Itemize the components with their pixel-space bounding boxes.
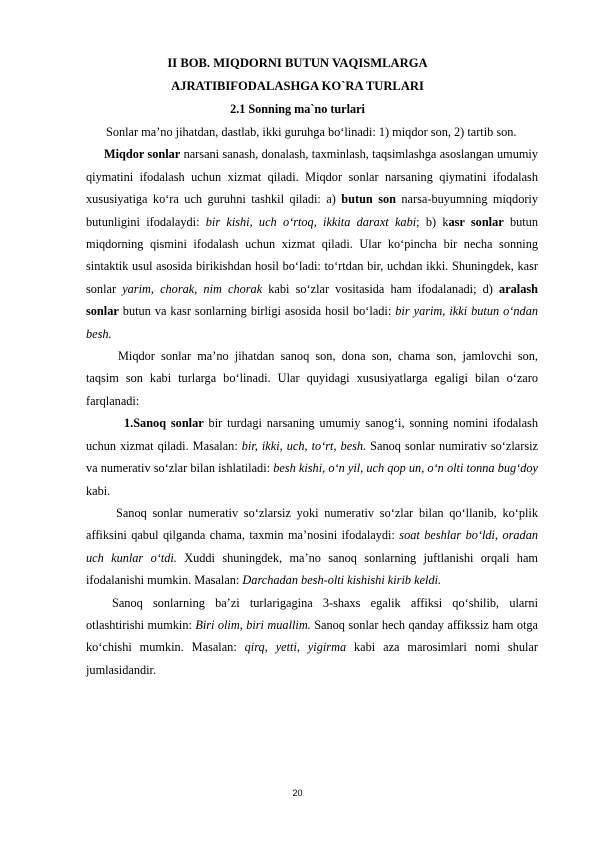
- example-aralash-son: bir yarim, ikki butun o‘ndan besh.: [86, 304, 538, 341]
- body-text: [86, 121, 538, 681]
- example-butun-son: bir kishi, uch o‘rtoq, ikkita daraxt kabi: [205, 214, 417, 229]
- paragraph-5: Sanoq sonlar numerativ so‘zlarsiz yoki numerativ so‘zlar bilan qo‘llanib, ko‘plik affiksini qabul qilganda chama, taxmin ma’nosini ifodalaydi: soat beshlar bo‘ldi, oradan uch kunlar o‘tdi. Xuddi shuningdek, ma’no sanoq sonlarning juftlanishi orqali ham ifodalanishi mumkin. Masalan: Darchadan besh-olti kishishi kirib keldi.: [86, 505, 538, 588]
- term-kasr-sonlar: asr sonlar: [448, 214, 504, 229]
- example-aza-marosimlari: qirq, yetti, yigirma: [244, 640, 347, 655]
- example-chama: soat beshlar bo‘ldi, oradan uch kunlar o‘tdi.: [86, 528, 538, 565]
- example-juftlanish: Darchadan besh-olti kishishi kirib keldi.: [242, 573, 442, 588]
- term-sanoq-sonlar: 1.Sanoq sonlar: [124, 416, 204, 431]
- example-numerativ: besh kishi, o‘n yil, uch qop un, o‘n olti tonna bug‘doy: [273, 461, 538, 476]
- term-miqdor-sonlar: Miqdor sonlar: [104, 147, 181, 162]
- example-sanoq-son: bir, ikki, uch, to‘rt, besh.: [241, 438, 367, 453]
- example-otlashish: Biri olim, biri muallim.: [195, 617, 311, 632]
- section-title: 2.1 Sonning ma`no turlari: [230, 102, 365, 116]
- term-butun-son: butun son: [341, 192, 396, 207]
- page-number: 20: [292, 788, 303, 798]
- paragraph-6: Sanoq sonlarning ba’zi turlarigagina 3-shaxs egalik affiksi qo‘shilib, ularni otlashtirishi mumkin: Biri olim, biri muallim. Sanoq sonlar hech qanday affikssiz ham otga ko‘chishi mumkin. Masalan: qirq, yetti, yigirma kabi aza marosimlari nomi shular jumlasidandir.: [86, 595, 538, 677]
- paragraph-1: Sonlar ma’no jihatdan, dastlab, ikki guruhga bo‘linadi: 1) miqdor son, 2) tartib son.: [106, 125, 517, 139]
- paragraph-3: Miqdor sonlar ma’no jihatdan sanoq son, dona son, chama son, jamlovchi son, taqsim son kabi turlarga bo‘linadi. Ular quyidagi xususiyatlarga egaligi bilan o‘zaro farqlanadi:: [86, 349, 538, 408]
- paragraph-2: Miqdor sonlar narsani sanash, donalash, taxminlash, taqsimlashga asoslangan umumiy qiymatini ifodalash uchun xizmat qiladi. Miqdor sonlar narsaning qiymatini ifodalash xususiyatiga ko‘ra uch guruhni tashkil qiladi: a) butun son narsa-buyumning miqdoriy butunligini ifodalaydi: bir kishi, uch o‘rtoq, ikkita daraxt kabi; b) kasr sonlar butun miqdorning qismini ifodalash uchun xizmat qiladi. Ular ko‘pincha bir necha sonning sintaktik usul asosida birikishdan hosil bo‘ladi: to‘rtdan bir, uchdan ikki. Shuningdek, kasr sonlar yarim, chorak, nim chorak kabi so‘zlar vositasida ham ifodalanadi; d) aralash sonlar butun va kasr sonlarning birligi asosida hosil bo‘ladi: bir yarim, ikki butun o‘ndan besh.: [86, 147, 538, 341]
- chapter-title-line-1: II BOB. MIQDORNI BUTUN VAQISMLARGA: [167, 56, 428, 70]
- term-aralash-sonlar: aralash sonlar: [86, 281, 538, 319]
- example-kasr-son: yarim, chorak, nim chorak: [122, 281, 263, 296]
- chapter-title-line-2: AJRATIBIFODALASHGA KO`RA TURLARI: [171, 79, 424, 93]
- paragraph-4: 1.Sanoq sonlar bir turdagi narsaning umumiy sanog‘i, sonning nomini ifodalash uchun xizmat qiladi. Masalan: bir, ikki, uch, to‘rt, besh. Sanoq sonlar numirativ so‘zlarsiz va numerativ so‘zlar bilan ishlatiladi: besh kishi, o‘n yil, uch qop un, o‘n olti tonna bug‘doy kabi.: [86, 416, 538, 498]
